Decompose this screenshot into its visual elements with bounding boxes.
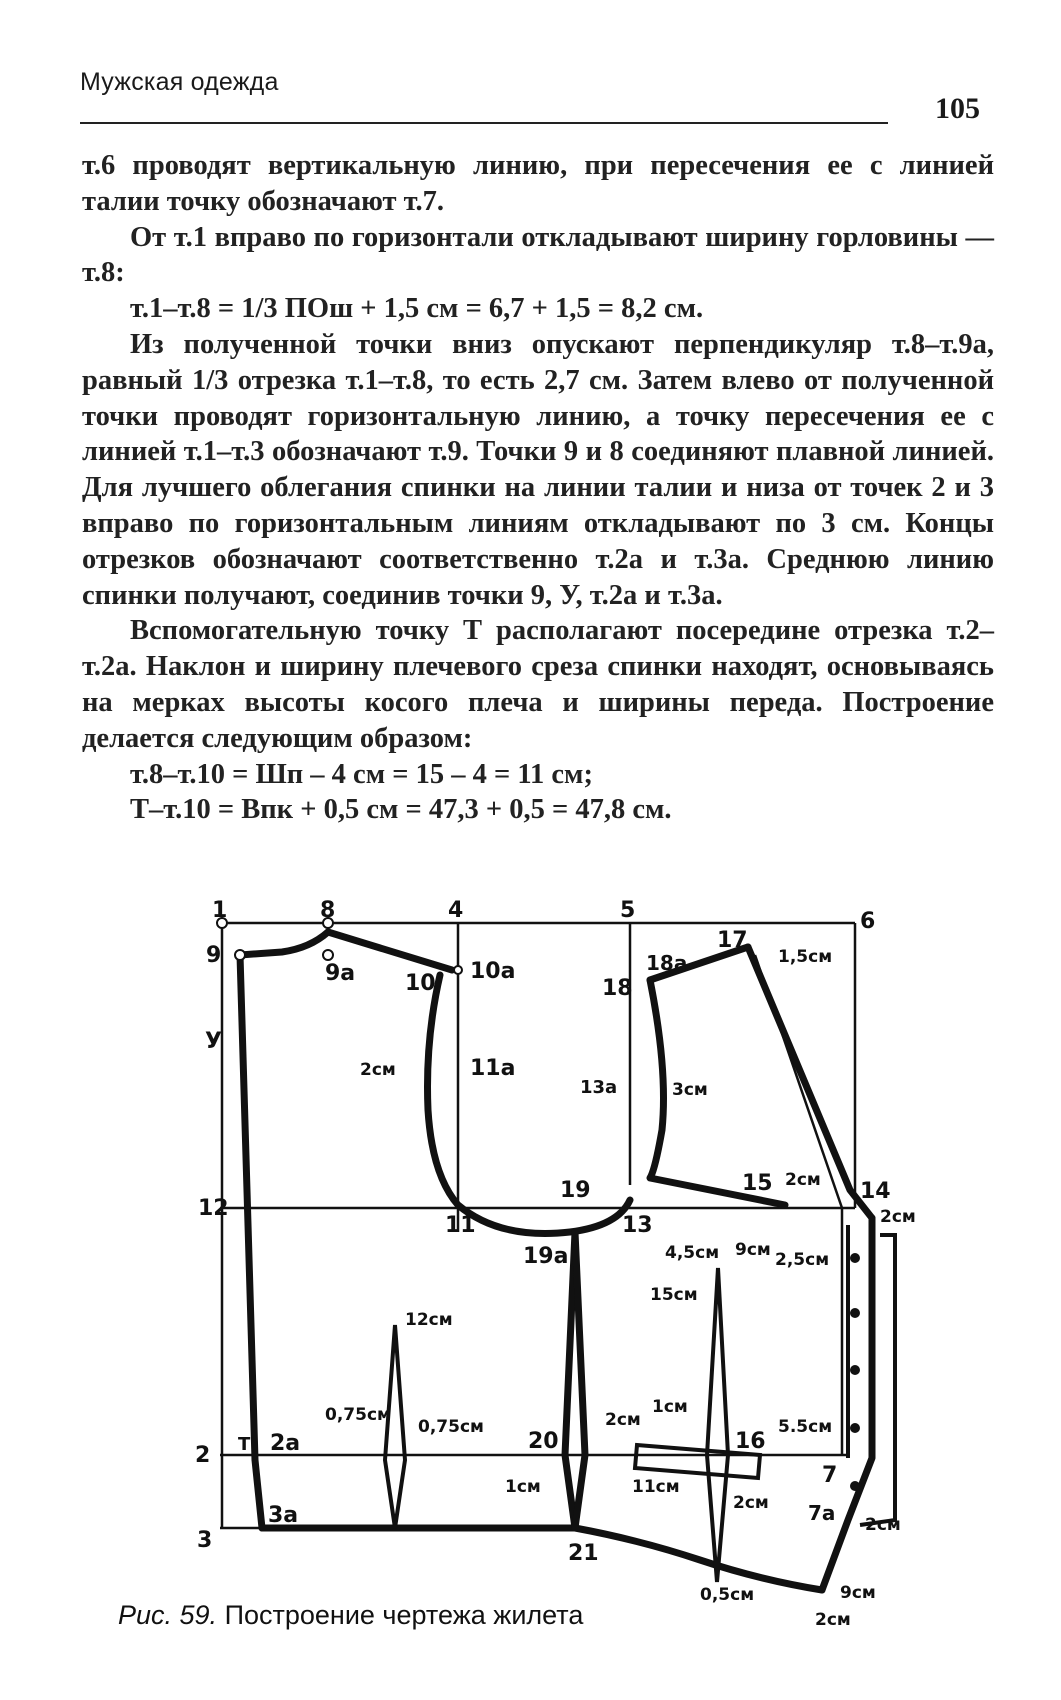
back-dart bbox=[385, 1325, 405, 1528]
vest-pattern-figure bbox=[180, 895, 920, 1630]
side-dart-right bbox=[575, 1232, 585, 1528]
paragraph: т.6 проводят вертикальную линию, при пересечения ее с линией талии точку обозначают т.7. bbox=[82, 150, 994, 217]
label-p13a: 13а bbox=[580, 1077, 618, 1098]
button-mark bbox=[850, 1481, 860, 1491]
caption-text: Построение чертежа жилета bbox=[224, 1600, 584, 1630]
front-bottom-edge bbox=[575, 1528, 822, 1590]
front-dart bbox=[707, 1268, 728, 1582]
measure-label: 1см bbox=[652, 1397, 688, 1417]
paragraph: Из полученной точки вниз опускают перпендикуляр т.8–т.9а, равный 1/3 отрезка т.1–т.8, то есть 2,7 см. Затем влево от полученной точки проводят горизонтальную линию, а точку пересечения ее с линией т.1–т.3 обозначают т.9. Точки 9 и 8 соединяют плавной линией. Для лучшего облегания спинки на линии талии и низа от точек 2 и 3 вправо по горизонтальным линиям откладывают по 3 см. Концы отрезков обозначают соответственно т.2а и т.3а. Среднюю линию спинки получают, соединив точки 9, У, т.2а и т.3а. bbox=[82, 328, 994, 611]
measure-label: 15см bbox=[650, 1285, 698, 1305]
formula: Т–т.10 = Впк + 0,5 см = 47,3 + 0,5 = 47,8 см. bbox=[130, 794, 672, 826]
measure-label: 0,75см bbox=[418, 1417, 484, 1437]
measure-label: 2см bbox=[733, 1493, 769, 1513]
label-p9: 9 bbox=[206, 943, 222, 968]
label-p3a: 3а bbox=[268, 1503, 299, 1528]
label-p14: 14 bbox=[860, 1179, 891, 1204]
measure-label: 2,5см bbox=[775, 1250, 830, 1270]
body-text bbox=[82, 148, 994, 828]
label-p11: 11 bbox=[445, 1213, 476, 1238]
measure-label: 2см bbox=[815, 1610, 851, 1630]
label-p21: 21 bbox=[568, 1541, 599, 1566]
label-p5: 5 bbox=[620, 898, 636, 923]
label-p4: 4 bbox=[448, 898, 464, 923]
figure-number: Рис. 59. bbox=[118, 1600, 218, 1630]
label-p9a: 9а bbox=[325, 961, 356, 986]
measure-label: 1см bbox=[505, 1477, 541, 1497]
point-10a bbox=[454, 966, 462, 974]
label-p6: 6 bbox=[860, 909, 876, 934]
label-p2: 2 bbox=[195, 1443, 211, 1468]
point-9 bbox=[235, 950, 245, 960]
label-p10a: 10а bbox=[470, 959, 516, 984]
label-p7a: 7а bbox=[808, 1501, 836, 1525]
measure-label: 9см bbox=[840, 1583, 876, 1603]
measure-label: 12см bbox=[405, 1310, 453, 1330]
formula: т.1–т.8 = 1/3 ПОш + 1,5 см = 6,7 + 1,5 = 8,2 см. bbox=[130, 293, 704, 325]
label-p12: 12 bbox=[198, 1196, 229, 1221]
vest-pattern-drawing bbox=[180, 895, 920, 1630]
label-p17: 17 bbox=[717, 928, 748, 953]
measure-label: 2см bbox=[360, 1060, 396, 1080]
label-p13: 13 bbox=[622, 1213, 653, 1238]
point-9a bbox=[323, 950, 333, 960]
button-mark bbox=[850, 1253, 860, 1263]
button-mark bbox=[850, 1423, 860, 1433]
label-p10: 10 bbox=[405, 971, 436, 996]
label-p1: 1 bbox=[212, 898, 228, 923]
formula: т.8–т.10 = Шп – 4 см = 15 – 4 = 11 см; bbox=[130, 758, 593, 790]
button-mark bbox=[850, 1308, 860, 1318]
measure-label: 9см bbox=[735, 1240, 771, 1260]
paragraph: От т.1 вправо по горизонтали откладывают ширину горловины — т.8: bbox=[82, 221, 994, 289]
paragraph: Вспомогательную точку Т располагают посередине отрезка т.2–т.2а. Наклон и ширину плечевого среза спинки находят, основываясь на мерках высоты косого плеча и ширины переда. Построение делается следующим образом: bbox=[82, 615, 994, 754]
label-p8: 8 bbox=[320, 898, 336, 923]
measure-label: 3см bbox=[672, 1080, 708, 1100]
label-p15: 15 bbox=[742, 1171, 773, 1196]
measure-label: 2см bbox=[785, 1170, 821, 1190]
measure-label: 2см bbox=[865, 1515, 901, 1535]
back-neck-curve bbox=[240, 932, 328, 955]
header-section-title: Мужская одежда bbox=[80, 68, 279, 96]
page-number: 105 bbox=[935, 92, 980, 125]
measure-label: 2см bbox=[880, 1207, 916, 1227]
label-pY: У bbox=[205, 1029, 222, 1054]
label-p19a: 19а bbox=[523, 1244, 569, 1269]
measure-label: 2см bbox=[605, 1410, 641, 1430]
button-mark bbox=[850, 1365, 860, 1375]
label-p2a: 2а bbox=[270, 1431, 301, 1456]
label-p16: 16 bbox=[735, 1429, 766, 1454]
label-p18a: 18а bbox=[646, 951, 688, 975]
measure-label: 5.5см bbox=[778, 1417, 833, 1437]
measure-label: 11см bbox=[632, 1477, 680, 1497]
measure-label: 1,5см bbox=[778, 947, 833, 967]
header-rule bbox=[80, 122, 888, 124]
label-p7: 7 bbox=[822, 1463, 838, 1488]
label-p18: 18 bbox=[602, 976, 633, 1001]
label-p3: 3 bbox=[197, 1528, 213, 1553]
measure-label: 4,5см bbox=[665, 1243, 720, 1263]
figure-caption bbox=[118, 1600, 583, 1631]
label-pT: Т bbox=[238, 1434, 251, 1455]
label-p19: 19 bbox=[560, 1178, 591, 1203]
measure-label: 0,75см bbox=[325, 1405, 391, 1425]
label-p20: 20 bbox=[528, 1429, 559, 1454]
label-p11a: 11а bbox=[470, 1056, 516, 1081]
measure-label: 0,5см bbox=[700, 1585, 755, 1605]
